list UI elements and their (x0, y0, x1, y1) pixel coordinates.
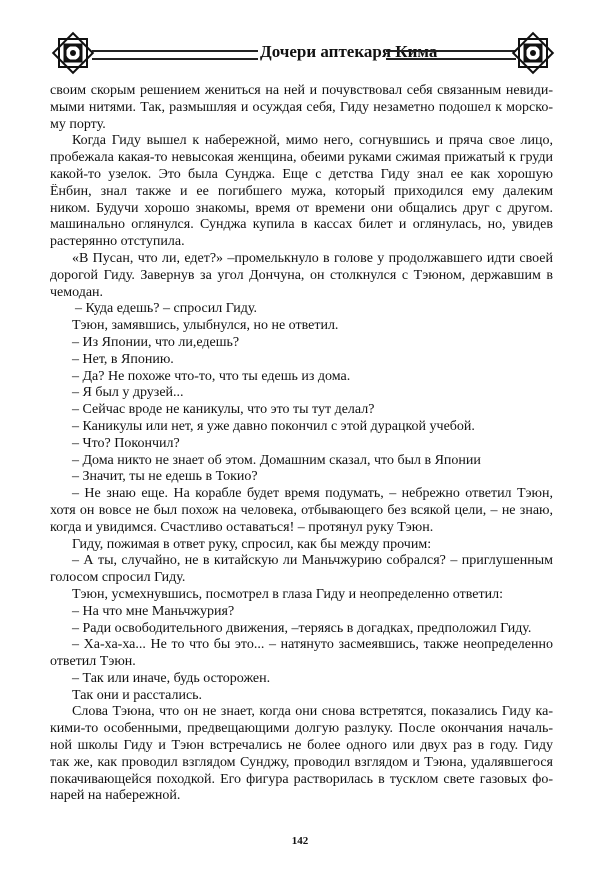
text-line: какой-то узелок. Это была Сунджа. Еще с детства Гиду знал ее как хорошую (50, 166, 553, 182)
text-line: – А ты, случайно, не в китайскую ли Маньчжурию собрался? – приглушенным (72, 553, 553, 569)
text-line: машинально оглянулся. Сунджа купила в кассах билет и оглянулась, но, увидев (50, 217, 553, 233)
text-line: Так они и расстались. (72, 687, 203, 703)
text-line: – Куда едешь? – спросил Гиду. (75, 301, 258, 317)
text-line: Тэюн, усмехнувшись, посмотрел в глаза Гиду и неопределенно ответил: (72, 586, 503, 602)
text-line: му порту. (50, 116, 106, 132)
text-line: ответил Тэюн. (50, 654, 136, 670)
text-line: дорогой Гиду. Завернув за угол Дончуна, он столкнулся с Тэюном, державшим в (50, 267, 553, 283)
text-line: Гиду, пожимая в ответ руку, спросил, как бы между прочим: (72, 536, 432, 552)
text-line: – Сейчас вроде не каникулы, что это ты тут делал? (72, 402, 375, 418)
text-line: – Нет, в Японию. (72, 351, 174, 367)
text-line: пробежала какая-то невысокая женщина, обеими руками сжимая прижатый к груди (50, 150, 553, 166)
text-line: – Ради освободительного движения, –теряясь в догадках, предположил Гиду. (72, 620, 532, 636)
text-line: чемодан. (50, 284, 104, 300)
text-line: – Дома никто не знает об этом. Домашним сказал, что был в Японии (72, 452, 481, 468)
page-body-text (50, 83, 553, 805)
text-line: – Не знаю еще. На корабле будет время подумать, – небрежно ответил Тэюн, (72, 486, 553, 502)
text-line: Ёнбин, знал также и ее погибшего мужа, который приходился ему далеким (50, 183, 553, 199)
text-line: кими-то особенными, предвещающими долгую разлуку. После окончания началь- (50, 721, 553, 737)
text-line: «В Пусан, что ли, едет?» –промелькнуло в голове у продолжавшего идти своей (72, 250, 553, 266)
text-line: покачивающейся походкой. Его фигура растворилась в тусклом свете газовых фо- (50, 771, 553, 787)
text-line: растерянно отступила. (50, 234, 185, 250)
ornamental-rosette-icon (48, 28, 98, 78)
text-line: ником. Будучи хорошо знакомы, время от времени они общались друг с другом. (50, 200, 553, 216)
text-line: – Что? Покончил? (72, 435, 180, 451)
text-line: – На что мне Маньчжурия? (72, 603, 235, 619)
ornamental-rosette-icon (508, 28, 558, 78)
text-line: нарей на набережной. (50, 788, 181, 804)
text-line: ной школы Гиду и Тэюн встречались не более одного или двух раз в году. Гиду (50, 738, 553, 754)
text-line: – Ха-ха-ха... Не то что бы это... – натянуто засмеявшись, также неопределенно (72, 637, 553, 653)
text-line: голосом спросил Гиду. (50, 570, 186, 586)
text-line: – Каникулы или нет, я уже давно покончил с этой дурацкой учебой. (72, 418, 475, 434)
text-line: хотя он вовсе не был похож на человека, отбывающего без всякой цели, – не знаю, (50, 502, 553, 518)
text-line: своим скорым решением жениться на ней и почувствовал себя связанным невиди- (50, 83, 553, 98)
text-line: – Значит, ты не едешь в Токио? (72, 469, 258, 485)
page-number: 142 (291, 835, 309, 847)
text-line: так же, как проводил взглядом Сунджу, проводил взглядом и Тэюна, удалявшегося (50, 754, 553, 770)
book-title: Дочери аптекаря Кима (260, 42, 438, 61)
header-rule-left (92, 50, 258, 60)
text-line: Когда Гиду вышел к набережной, мимо него, согнувшись и пряча свое лицо, (72, 133, 553, 149)
text-line: – Из Японии, что ли,едешь? (72, 334, 240, 350)
text-line: когда и увидимся. Счастливо оставаться! – протянул руку Тэюн. (50, 519, 434, 535)
text-line: Тэюн, замявшись, улыбнулся, но не ответил. (72, 318, 339, 334)
text-line: мыми нитями. Так, размышляя и осуждая себя, Гиду незаметно подошел к морско- (50, 99, 553, 115)
header-rule-right (386, 50, 516, 60)
text-line: – Да? Не похоже что-то, что ты едешь из дома. (72, 368, 351, 384)
running-header (48, 28, 558, 78)
text-line: Слова Тэюна, что он не знает, когда они снова встретятся, показались Гиду ка- (72, 704, 553, 720)
text-line: – Я был у друзей... (72, 385, 184, 401)
text-line: – Так или иначе, будь осторожен. (72, 670, 271, 686)
